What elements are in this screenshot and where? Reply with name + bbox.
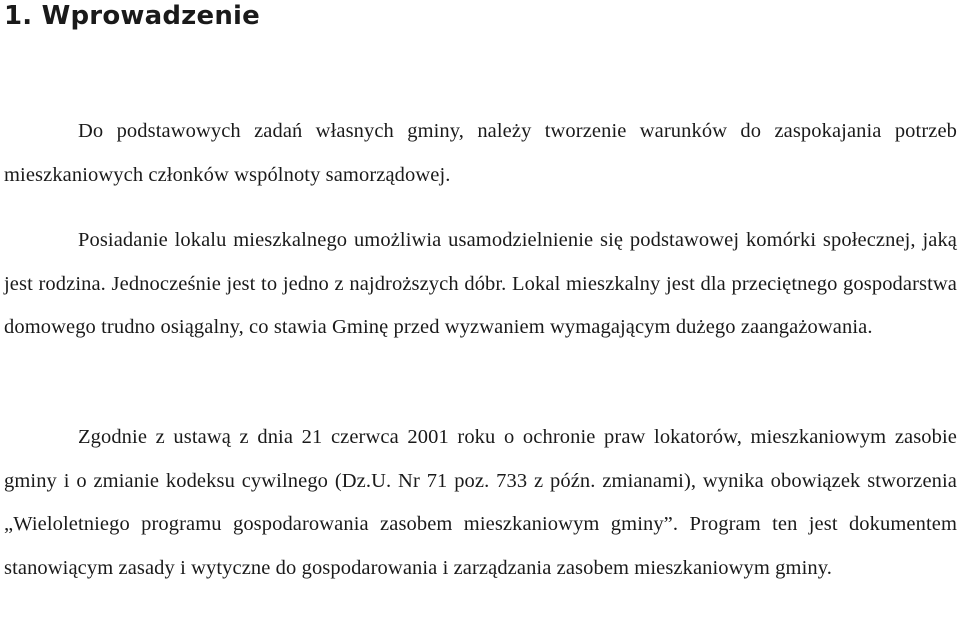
section-heading: 1. Wprowadzenie xyxy=(4,1,260,31)
paragraph-legal-basis: Zgodnie z ustawą z dnia 21 czerwca 2001 roku o ochronie praw lokatorów, mieszkaniowym zasobie gminy i o zmianie kodeksu cywilnego (Dz.U. Nr 71 poz. 733 z późn. zmianami), wynika obowiązek stworzenia „Wieloletniego programu gospodarowania zasobem mieszkaniowym gminy”. Program ten jest dokumentem stanowiącym zasady i wytyczne do gospodarowania i zarządzania zasobem mieszkaniowym gminy. xyxy=(4,426,957,579)
paragraph-intro: Do podstawowych zadań własnych gminy, należy tworzenie warunków do zaspokajania potrzeb mieszkaniowych członków wspólnoty samorządowej. xyxy=(4,120,957,186)
paragraph-housing: Posiadanie lokalu mieszkalnego umożliwia usamodzielnienie się podstawowej komórki społecznej, jaką jest rodzina. Jednocześnie jest to jedno z najdroższych dóbr. Lokal mieszkalny jest dla przeciętnego gospodarstwa domowego trudno osiągalny, co stawia Gminę przed wyzwaniem wymagającym dużego zaangażowania. xyxy=(4,229,957,339)
